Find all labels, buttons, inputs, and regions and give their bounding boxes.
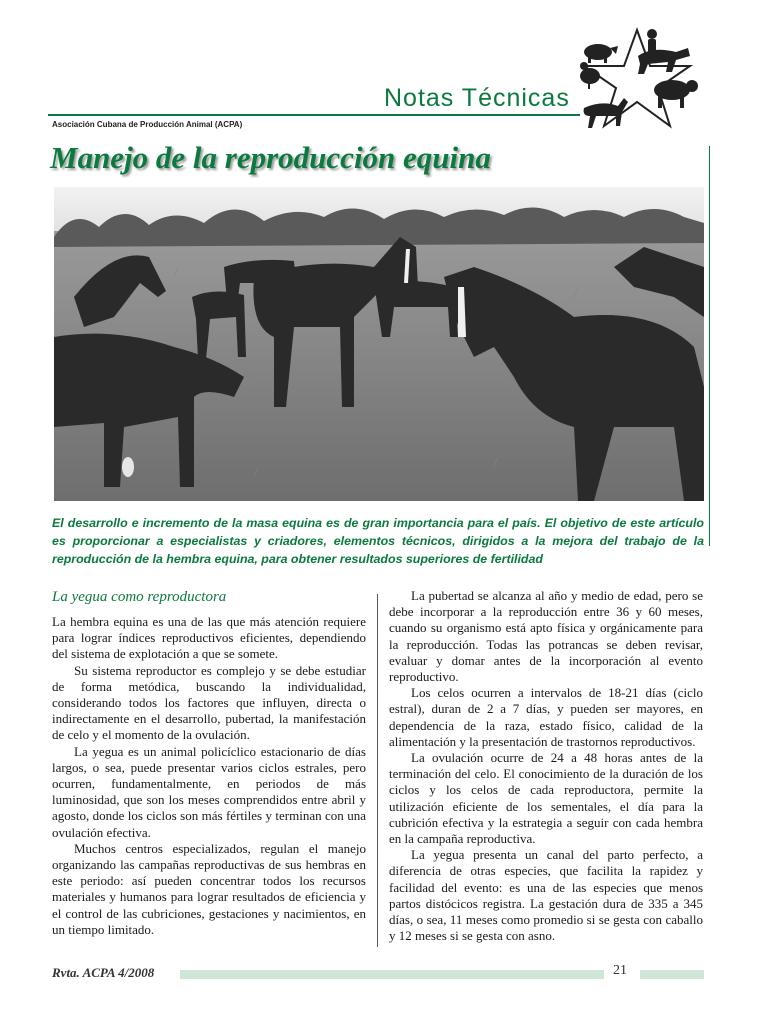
article-title: Manejo de la reproducción equina [50,140,491,175]
paragraph: Su sistema reproductor es complejo y se debe estudiar de forma metódica, buscando la individualidad, considerando todos los factores que influyen, directa o indirectamente en el desarrollo, pubertad, la manifestación de celo y el momento de la ovulación. [52,662,366,743]
column-divider [377,594,378,947]
pig-icon [584,44,618,63]
organization-name: Asociación Cubana de Producción Animal (ACPA) [52,120,243,129]
vertical-rule [709,146,710,546]
paragraph: La ovulación ocurre de 24 a 48 horas antes de la terminación del celo. El conocimiento de la duración de los ciclos y los celos de cada reproductora, permite la utilización eficiente de los sementales, el día para la cubrición efectiva y la estrategia a seguir con cada hembra en la campaña reproductiva. [389,750,703,847]
section-title: Notas Técnicas [384,84,570,112]
left-column [52,614,366,938]
paragraph: Muchos centros especializados, regulan el manejo organizando las campañas reproductivas de sus hembras en este periodo: así pueden concentrar todos los recursos materiales y humanos para lograr resultados de eficiencia y el control de las cubriciones, gestaciones y nacimientos, en un tiempo limitado. [52,840,366,937]
article-lead: El desarrollo e incremento de la masa equina es de gran importancia para el país. El objetivo de este artículo es proporcionar a especialistas y criadores, elementos técnicos, dirigidos a la mejora del trabajo de la reproducción de la hembra equina, para obtener resultados superiores de fertilidad [52,516,704,566]
paragraph: La yegua presenta un canal del parto perfecto, a diferencia de otras especies, que facilita la rapidez y facilidad del evento: es una de las especies que menos partos distócicos registra. La gestación dura de 335 a 345 días, o sea, 11 meses como promedio si se gesta con caballo y 12 meses si se gesta con asno. [389,847,703,944]
footer-bar [640,970,704,979]
paragraph: La yegua es un animal policíclico estacionario de días largos, o sea, puede presentar varios ciclos estrales, pero ocurren, fundamentalmente, en periodos de más luminosidad, que son los meses comprendidos entre abril y agosto, donde los ciclos son más fértiles y terminan con una ovulación efectiva. [52,743,366,840]
section-subheading: La yegua como reproductora [52,589,227,605]
paragraph: La hembra equina es una de las que más atención requiere para lograr índices reproductivos eficientes, dependiendo del sistema de explotación a que se somete. [52,614,366,662]
footer-bar [180,970,604,979]
acpa-logo [572,26,702,134]
horses-photo [54,187,704,501]
page-number: 21 [613,963,627,978]
header-rule [48,114,580,116]
journal-reference: Rvta. ACPA 4/2008 [52,965,155,980]
paragraph: Los celos ocurren a intervalos de 18-21 días (ciclo estral), duran de 2 a 7 días, y pueden ser mayores, en dependencia de la raza, estado físico, calidad de la alimentación y la presentación de trastornos reproductivos. [389,685,703,749]
bull-icon [654,80,698,108]
paragraph: La pubertad se alcanza al año y medio de edad, pero se debe incorporar a la reproducción entre 36 y 60 meses, cuando su organismo está apto física y orgánicamente para la reproducción. Todas las potrancas se deben revisar, evaluar y domar antes de la incorporación al evento reproductivo. [389,588,703,685]
right-column [389,588,703,944]
